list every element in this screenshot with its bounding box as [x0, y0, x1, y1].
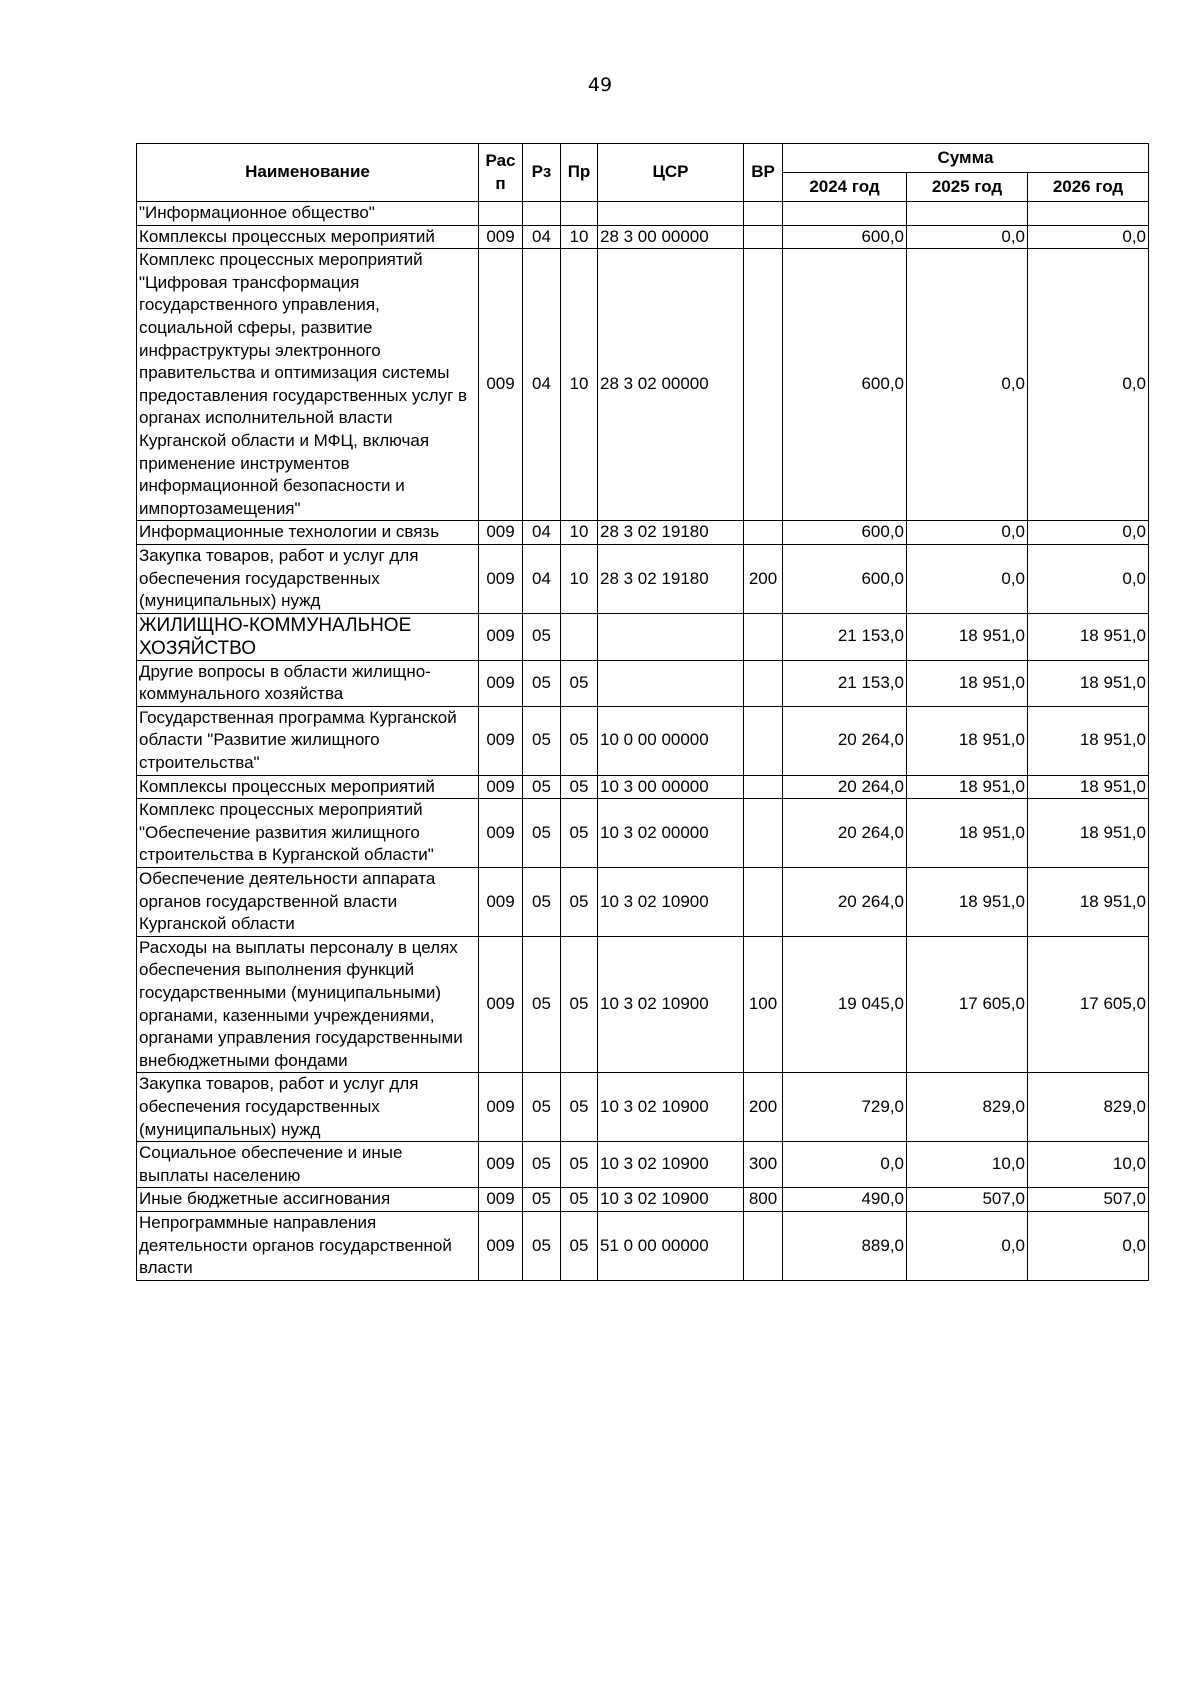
row-rasp: 009: [479, 1211, 523, 1280]
row-rasp: [479, 202, 523, 226]
header-vr: ВР: [744, 144, 783, 202]
row-rz: 04: [523, 249, 561, 521]
row-csr: 10 0 00 00000: [598, 706, 744, 775]
row-sum-2024: 729,0: [783, 1073, 907, 1142]
row-rasp: 009: [479, 613, 523, 660]
row-vr: [744, 249, 783, 521]
row-csr: [598, 660, 744, 706]
row-sum-2026: 18 951,0: [1028, 775, 1149, 799]
row-sum-2024: 889,0: [783, 1211, 907, 1280]
table-row: [137, 1073, 1149, 1142]
row-sum-2026: 18 951,0: [1028, 706, 1149, 775]
row-sum-2025: 0,0: [907, 521, 1028, 545]
header-year-2024: 2024 год: [783, 173, 907, 202]
row-vr: [744, 521, 783, 545]
row-rz: 05: [523, 868, 561, 937]
row-pr: 05: [561, 799, 598, 868]
row-rasp: 009: [479, 775, 523, 799]
header-csr: ЦСР: [598, 144, 744, 202]
row-sum-2024: 19 045,0: [783, 936, 907, 1073]
row-vr: [744, 1211, 783, 1280]
header-year-2025: 2025 год: [907, 173, 1028, 202]
row-name: Иные бюджетные ассигнования: [137, 1188, 479, 1212]
row-sum-2024: 20 264,0: [783, 868, 907, 937]
row-sum-2026: [1028, 202, 1149, 226]
row-sum-2026: 0,0: [1028, 544, 1149, 613]
row-sum-2026: 17 605,0: [1028, 936, 1149, 1073]
row-rz: [523, 202, 561, 226]
row-pr: 10: [561, 225, 598, 249]
row-vr: [744, 660, 783, 706]
row-csr: 28 3 02 00000: [598, 249, 744, 521]
row-sum-2026: 0,0: [1028, 225, 1149, 249]
row-rasp: 009: [479, 225, 523, 249]
header-name: Наименование: [137, 144, 479, 202]
row-rz: 04: [523, 225, 561, 249]
row-csr: [598, 613, 744, 660]
row-rasp: 009: [479, 1073, 523, 1142]
row-name: Непрограммные направления деятельности органов государственной власти: [137, 1211, 479, 1280]
row-name: Расходы на выплаты персоналу в целях обеспечения выполнения функций государственными (муниципальными) органами, казенными учреждениями, органами управления государственными внебюджетными фондами: [137, 936, 479, 1073]
row-name: Комплекс процессных мероприятий "Обеспечение развития жилищного строительства в Курганской области": [137, 799, 479, 868]
row-sum-2026: 0,0: [1028, 1211, 1149, 1280]
row-csr: 10 3 02 10900: [598, 1188, 744, 1212]
row-csr: 51 0 00 00000: [598, 1211, 744, 1280]
row-vr: [744, 613, 783, 660]
row-rz: 05: [523, 660, 561, 706]
row-pr: 05: [561, 1211, 598, 1280]
row-sum-2026: 18 951,0: [1028, 868, 1149, 937]
row-sum-2026: 18 951,0: [1028, 660, 1149, 706]
row-pr: 05: [561, 1188, 598, 1212]
row-csr: 28 3 00 00000: [598, 225, 744, 249]
row-sum-2026: 829,0: [1028, 1073, 1149, 1142]
row-vr: [744, 202, 783, 226]
row-rz: 05: [523, 936, 561, 1073]
row-pr: 10: [561, 544, 598, 613]
row-vr: 300: [744, 1142, 783, 1188]
row-rz: 05: [523, 775, 561, 799]
row-rasp: 009: [479, 868, 523, 937]
row-pr: [561, 613, 598, 660]
row-pr: 05: [561, 706, 598, 775]
row-vr: 200: [744, 544, 783, 613]
row-pr: 05: [561, 1142, 598, 1188]
row-rasp: 009: [479, 799, 523, 868]
row-csr: 10 3 02 00000: [598, 799, 744, 868]
row-name: Обеспечение деятельности аппарата органов государственной власти Курганской области: [137, 868, 479, 937]
row-sum-2026: 507,0: [1028, 1188, 1149, 1212]
row-sum-2025: 829,0: [907, 1073, 1028, 1142]
row-name: Другие вопросы в области жилищно-коммунального хозяйства: [137, 660, 479, 706]
row-sum-2025: 0,0: [907, 1211, 1028, 1280]
table-row: [137, 1188, 1149, 1212]
row-rasp: 009: [479, 249, 523, 521]
table-row: [137, 868, 1149, 937]
row-rasp: 009: [479, 706, 523, 775]
table-row: [137, 936, 1149, 1073]
row-sum-2025: 18 951,0: [907, 706, 1028, 775]
row-rz: 05: [523, 706, 561, 775]
row-rasp: 009: [479, 521, 523, 545]
row-sum-2025: 18 951,0: [907, 660, 1028, 706]
row-sum-2025: 18 951,0: [907, 868, 1028, 937]
row-name: Информационные технологии и связь: [137, 521, 479, 545]
row-rz: 05: [523, 799, 561, 868]
table-row: [137, 660, 1149, 706]
row-sum-2025: 18 951,0: [907, 613, 1028, 660]
header-sum: Сумма: [783, 144, 1149, 173]
page-number: 49: [587, 74, 613, 96]
row-sum-2026: 18 951,0: [1028, 613, 1149, 660]
table-row: [137, 202, 1149, 226]
row-pr: 05: [561, 868, 598, 937]
header-pr: Пр: [561, 144, 598, 202]
row-rz: 04: [523, 544, 561, 613]
table-header: [137, 144, 1149, 202]
row-pr: 05: [561, 1073, 598, 1142]
row-name: Закупка товаров, работ и услуг для обеспечения государственных (муниципальных) нужд: [137, 1073, 479, 1142]
row-name: Комплекс процессных мероприятий "Цифровая трансформация государственного управления, социальной сферы, развитие инфраструктуры электронного правительства и оптимизация системы предоставления государственных услуг в органах исполнительной власти Курганской области и МФЦ, включая применение инструментов информационной безопасности и импортозамещения": [137, 249, 479, 521]
row-rasp: 009: [479, 660, 523, 706]
row-sum-2025: 507,0: [907, 1188, 1028, 1212]
row-sum-2026: 10,0: [1028, 1142, 1149, 1188]
table-row: [137, 544, 1149, 613]
row-pr: 10: [561, 249, 598, 521]
row-rasp: 009: [479, 1188, 523, 1212]
header-rasp: Рас п: [479, 144, 523, 202]
row-sum-2024: [783, 202, 907, 226]
row-vr: 800: [744, 1188, 783, 1212]
row-sum-2024: 20 264,0: [783, 706, 907, 775]
table-body: [137, 202, 1149, 1281]
row-pr: 05: [561, 936, 598, 1073]
row-rz: 05: [523, 1073, 561, 1142]
row-csr: 10 3 00 00000: [598, 775, 744, 799]
table-row: [137, 1211, 1149, 1280]
row-sum-2025: 0,0: [907, 249, 1028, 521]
row-name: Государственная программа Курганской области "Развитие жилищного строительства": [137, 706, 479, 775]
table-row: [137, 799, 1149, 868]
table-row: [137, 521, 1149, 545]
row-csr: 10 3 02 10900: [598, 868, 744, 937]
row-rz: 05: [523, 613, 561, 660]
row-sum-2025: 18 951,0: [907, 775, 1028, 799]
row-sum-2025: 18 951,0: [907, 799, 1028, 868]
row-sum-2024: 600,0: [783, 225, 907, 249]
row-rz: 05: [523, 1142, 561, 1188]
row-sum-2024: 21 153,0: [783, 660, 907, 706]
row-name: Комплексы процессных мероприятий: [137, 225, 479, 249]
row-vr: [744, 706, 783, 775]
row-name: Социальное обеспечение и иные выплаты населению: [137, 1142, 479, 1188]
row-vr: [744, 775, 783, 799]
row-sum-2026: 0,0: [1028, 249, 1149, 521]
row-sum-2025: 0,0: [907, 225, 1028, 249]
row-name: Закупка товаров, работ и услуг для обеспечения государственных (муниципальных) нужд: [137, 544, 479, 613]
table-row: [137, 249, 1149, 521]
row-sum-2024: 20 264,0: [783, 775, 907, 799]
row-csr: 28 3 02 19180: [598, 521, 744, 545]
row-vr: [744, 225, 783, 249]
row-sum-2024: 600,0: [783, 544, 907, 613]
row-sum-2026: 18 951,0: [1028, 799, 1149, 868]
table-row: [137, 1142, 1149, 1188]
table-row: [137, 775, 1149, 799]
row-sum-2024: 600,0: [783, 521, 907, 545]
row-rasp: 009: [479, 544, 523, 613]
row-sum-2025: 10,0: [907, 1142, 1028, 1188]
row-pr: 05: [561, 775, 598, 799]
row-csr: [598, 202, 744, 226]
row-rasp: 009: [479, 1142, 523, 1188]
row-csr: 10 3 02 10900: [598, 1142, 744, 1188]
row-csr: 10 3 02 10900: [598, 1073, 744, 1142]
row-sum-2024: 0,0: [783, 1142, 907, 1188]
row-vr: 200: [744, 1073, 783, 1142]
table-row: [137, 225, 1149, 249]
row-sum-2024: 20 264,0: [783, 799, 907, 868]
row-name: "Информационное общество": [137, 202, 479, 226]
row-pr: [561, 202, 598, 226]
row-pr: 05: [561, 660, 598, 706]
row-pr: 10: [561, 521, 598, 545]
row-rz: 05: [523, 1211, 561, 1280]
row-vr: [744, 868, 783, 937]
row-vr: [744, 799, 783, 868]
row-sum-2026: 0,0: [1028, 521, 1149, 545]
row-sum-2025: [907, 202, 1028, 226]
row-rasp: 009: [479, 936, 523, 1073]
row-name: Комплексы процессных мероприятий: [137, 775, 479, 799]
row-vr: 100: [744, 936, 783, 1073]
budget-table: [136, 143, 1149, 1281]
row-csr: 28 3 02 19180: [598, 544, 744, 613]
row-rz: 05: [523, 1188, 561, 1212]
row-csr: 10 3 02 10900: [598, 936, 744, 1073]
row-sum-2025: 0,0: [907, 544, 1028, 613]
row-sum-2024: 600,0: [783, 249, 907, 521]
table-row: [137, 706, 1149, 775]
header-rz: Рз: [523, 144, 561, 202]
row-sum-2025: 17 605,0: [907, 936, 1028, 1073]
row-rz: 04: [523, 521, 561, 545]
row-name: ЖИЛИЩНО-КОММУНАЛЬНОЕ ХОЗЯЙСТВО: [137, 613, 479, 660]
table-row: [137, 613, 1149, 660]
header-year-2026: 2026 год: [1028, 173, 1149, 202]
row-sum-2024: 21 153,0: [783, 613, 907, 660]
row-sum-2024: 490,0: [783, 1188, 907, 1212]
